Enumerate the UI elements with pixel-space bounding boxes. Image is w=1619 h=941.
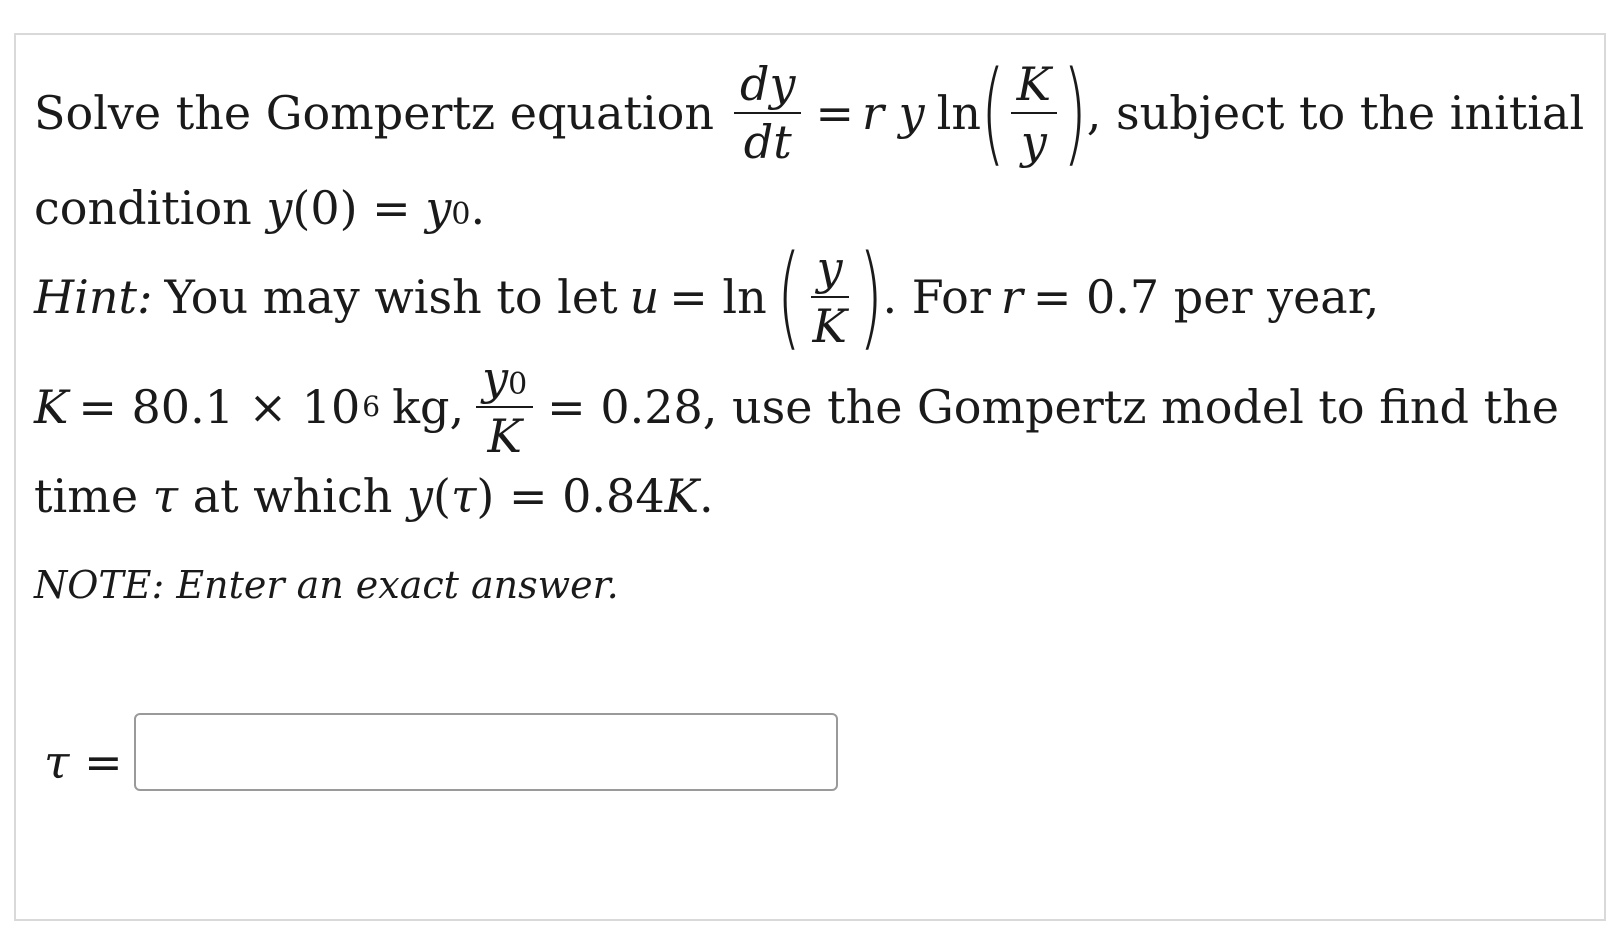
question-card xyxy=(14,33,1606,921)
hint-label: Hint: xyxy=(34,270,153,324)
answer-input[interactable] xyxy=(134,713,838,791)
parameters-line: K = 80.1 × 10 6 kg, $\frac{y0}{K}$ = 0.28, use the Gompertz model to find the xyxy=(34,350,1559,463)
y-over-k-fraction: $\frac{y}{K}$ xyxy=(812,240,847,353)
dy-dt-fraction: $\frac{dy}{dt}$ xyxy=(734,60,801,167)
tau-label: τ = xyxy=(44,735,123,789)
k-over-y-fraction: $\frac{K}{y}$ xyxy=(1011,60,1057,167)
time-line: time τ at which y(τ) = 0.84K. xyxy=(34,469,714,523)
equation-line: Solve the Gompertz equation $\frac{dy}{dt}$ = r y ln ( $\frac{K}{y}$ ) , subject to the initial xyxy=(34,48,1585,178)
note-text: NOTE: Enter an exact answer. xyxy=(34,563,619,607)
left-paren: ( xyxy=(980,48,1005,178)
intro-text: Solve the Gompertz equation xyxy=(34,86,715,140)
right-paren: ) xyxy=(1062,48,1087,178)
y0-over-k-fraction: $\frac{y0}{K}$ xyxy=(476,354,533,461)
initial-condition-line: condition y(0) = y0. xyxy=(34,181,486,235)
line1-suffix: , subject to the initial xyxy=(1086,86,1585,140)
hint-line: Hint: You may wish to let u = ln ( $\frac{y}{K}$ ) . For r = 0.7 per year, xyxy=(34,232,1380,362)
